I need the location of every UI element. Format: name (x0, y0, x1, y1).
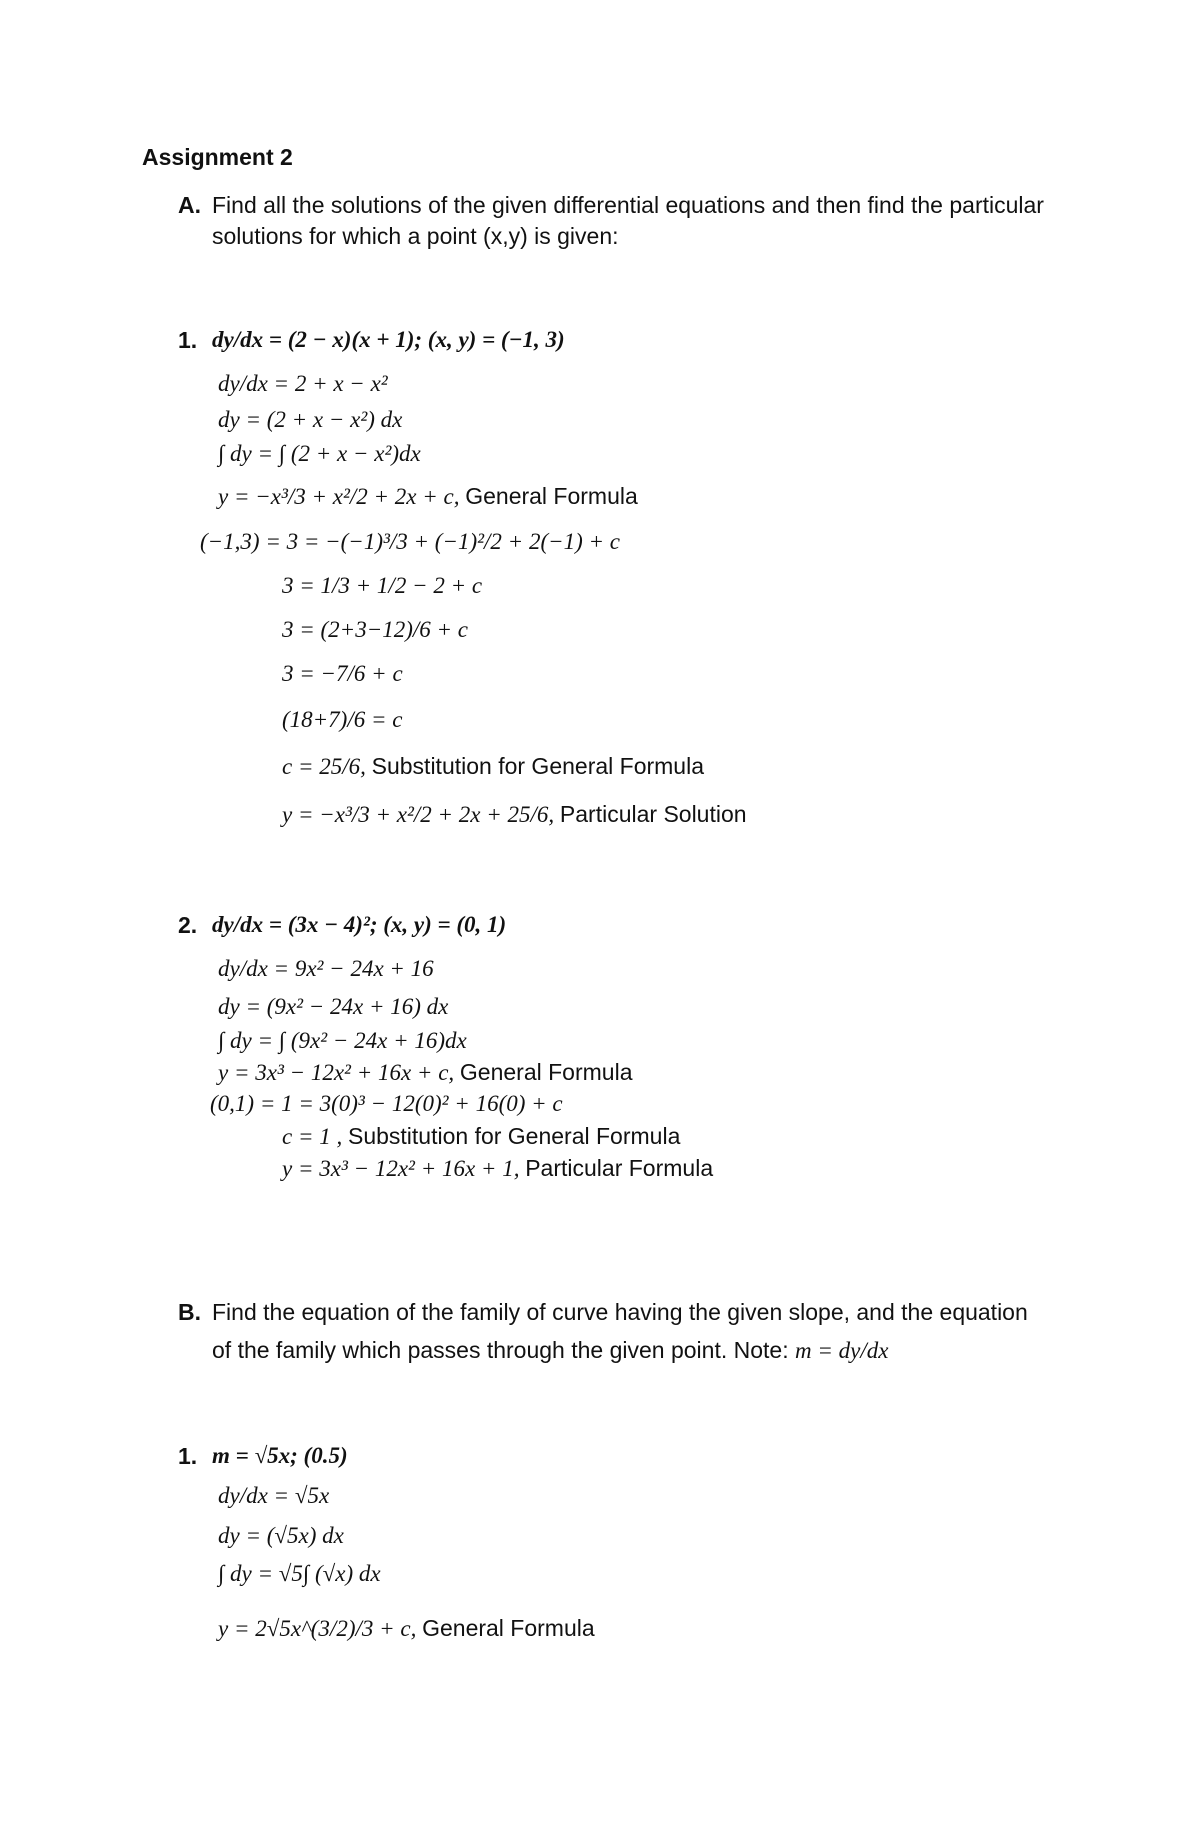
a2-step-6 (282, 1122, 680, 1151)
section-a-letter: A. (178, 192, 201, 218)
b1-step-1: dy/dx = √5x (218, 1483, 330, 1508)
a1-substitution-label: Substitution for General Formula (371, 753, 705, 779)
assignment-title: Assignment 2 (142, 144, 293, 170)
section-b-instructions-line2 (212, 1336, 888, 1365)
a2-general-label: General Formula (459, 1059, 633, 1085)
a2-step-4 (218, 1058, 633, 1087)
a1-step-7: 3 = (2+3−12)/6 + c (282, 617, 468, 642)
section-a-instructions-line2: solutions for which a point (x,y) is given: (212, 223, 619, 249)
section-b-letter: B. (178, 1299, 201, 1325)
section-a-instructions-line1: Find all the solutions of the given differential equations and then find the particular (212, 192, 1044, 218)
a1-step-1: dy/dx = 2 + x − x² (218, 371, 388, 396)
a2-substitution-label: Substitution for General Formula (347, 1123, 681, 1149)
a1-step-8: 3 = −7/6 + c (282, 661, 403, 686)
problem-a1-equation: dy/dx = (2 − x)(x + 1); (x, y) = (−1, 3) (212, 327, 565, 352)
a1-step-10 (282, 752, 704, 781)
problem-a2-number: 2. (178, 912, 198, 938)
a2-step-7 (282, 1154, 713, 1183)
a2-step-3: ∫ dy = ∫ (9x² − 24x + 16)dx (218, 1028, 467, 1053)
b1-step-4-math: y = 2√5x^(3/2)/3 + c, (218, 1616, 417, 1641)
a1-step-2: dy = (2 + x − x²) dx (218, 407, 403, 432)
a2-step-2: dy = (9x² − 24x + 16) dx (218, 994, 449, 1019)
a1-step-6: 3 = 1/3 + 1/2 − 2 + c (282, 573, 483, 598)
b1-step-3: ∫ dy = √5∫ (√x) dx (218, 1561, 381, 1586)
a2-step-4-math: y = 3x³ − 12x² + 16x + c, (218, 1060, 455, 1085)
a1-step-11 (282, 800, 747, 829)
a2-step-6-math: c = 1 , (282, 1124, 343, 1149)
a1-step-4 (218, 482, 638, 511)
a1-step-9: (18+7)/6 = c (282, 707, 403, 732)
b1-step-2: dy = (√5x) dx (218, 1523, 344, 1548)
section-b-note-formula: m = dy/dx (795, 1338, 889, 1363)
problem-b1-number: 1. (178, 1443, 198, 1469)
a1-general-label: General Formula (465, 483, 638, 509)
a1-step-5: (−1,3) = 3 = −(−1)³/3 + (−1)²/2 + 2(−1) + c (200, 529, 621, 554)
a1-step-10-math: c = 25/6, (282, 754, 366, 779)
problem-b1-equation: m = √5x; (0.5) (212, 1443, 348, 1468)
b1-general-label: General Formula (422, 1615, 595, 1641)
a2-step-7-math: y = 3x³ − 12x² + 16x + 1, (282, 1156, 520, 1181)
a2-step-5: (0,1) = 1 = 3(0)³ − 12(0)² + 16(0) + c (210, 1091, 563, 1116)
a1-particular-label: Particular Solution (559, 801, 747, 827)
section-b-instructions-line2-text: of the family which passes through the given point. Note: (212, 1337, 789, 1363)
a1-step-3: ∫ dy = ∫ (2 + x − x²)dx (218, 441, 421, 466)
b1-step-4 (218, 1614, 595, 1643)
a2-step-1: dy/dx = 9x² − 24x + 16 (218, 956, 434, 981)
a1-step-4-math: y = −x³/3 + x²/2 + 2x + c, (218, 484, 460, 509)
a2-particular-label: Particular Formula (525, 1155, 714, 1181)
a1-step-11-math: y = −x³/3 + x²/2 + 2x + 25/6, (282, 802, 555, 827)
section-b-instructions-line1: Find the equation of the family of curve having the given slope, and the equation (212, 1299, 1028, 1325)
problem-a1-number: 1. (178, 327, 198, 353)
problem-a2-equation: dy/dx = (3x − 4)²; (x, y) = (0, 1) (212, 912, 507, 937)
